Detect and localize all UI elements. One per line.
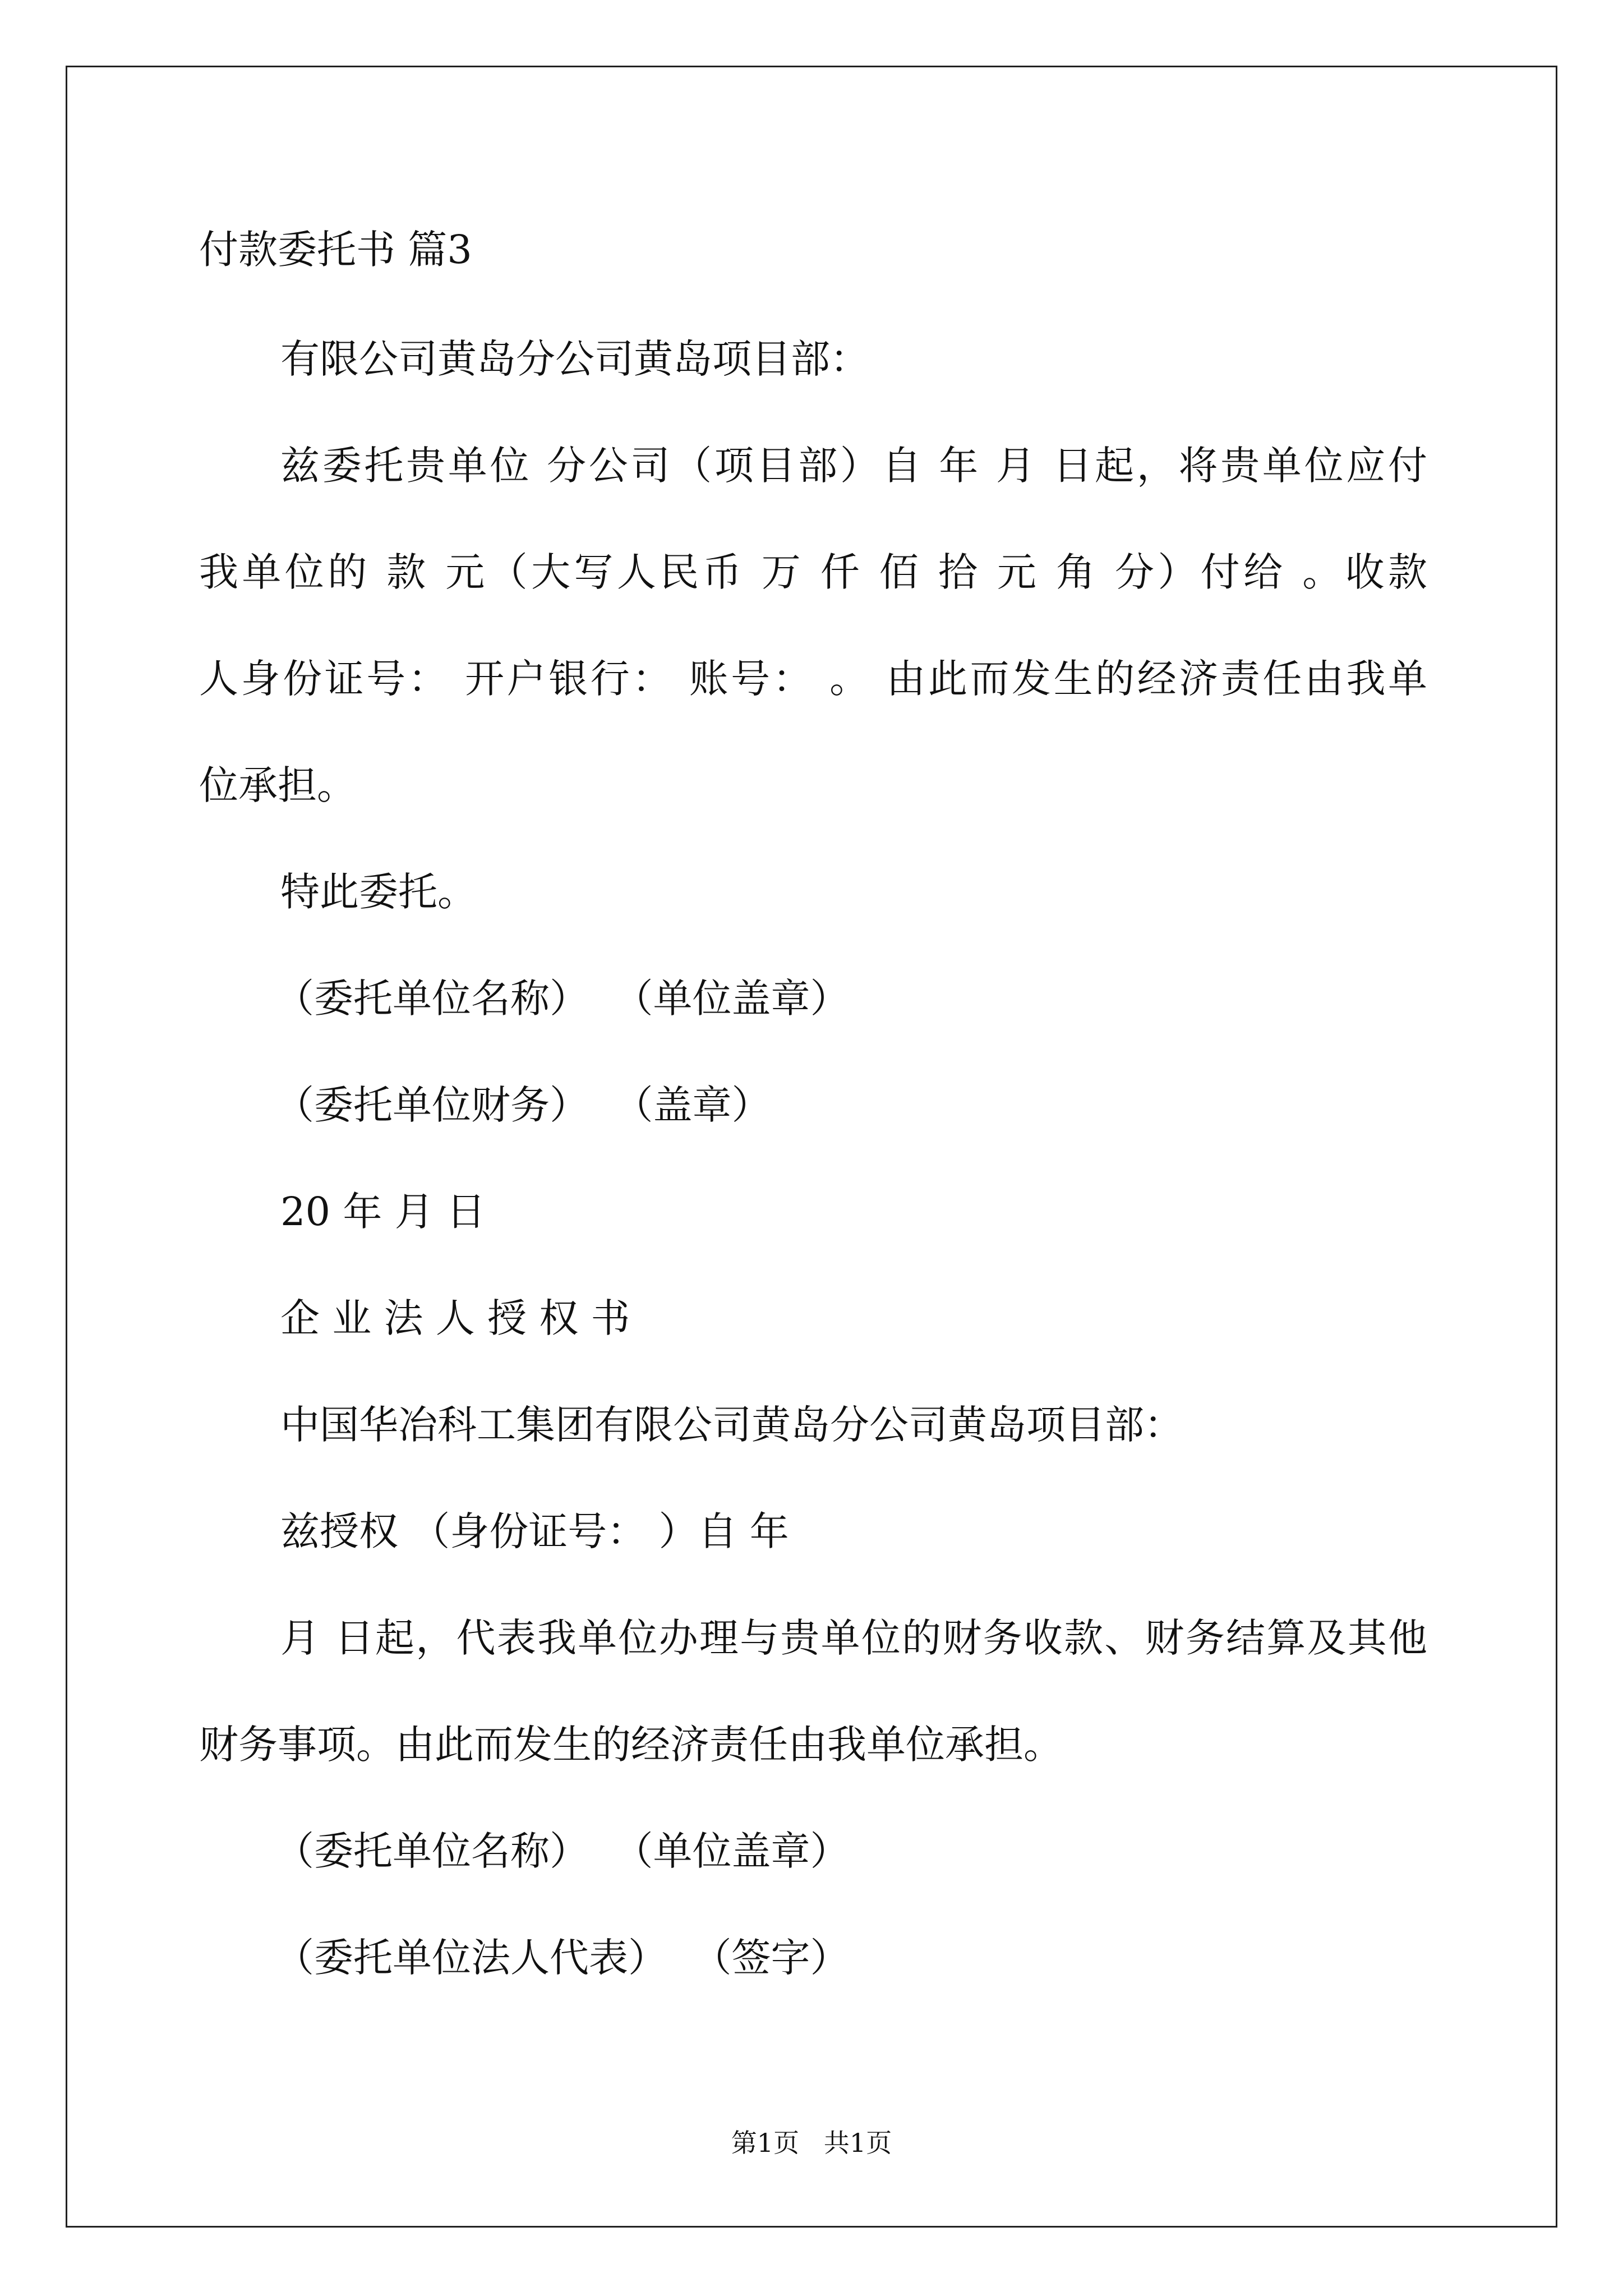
document-title: 付款委托书 篇3 (199, 227, 472, 273)
signature-line: （委托单位名称） （单位盖章） (275, 976, 850, 1022)
closing-line: 特此委托。 (280, 869, 477, 915)
date-line: 20 年 月 日 (280, 1189, 486, 1235)
addressee-line: 中国华冶科工集团有限公司黄岛分公司黄岛项目部： (280, 1402, 1183, 1448)
addressee-line: 有限公司黄岛分公司黄岛项目部： (280, 336, 869, 382)
body-paragraph-line: 兹委托贵单位 分公司（项目部）自 年 月 日起，将贵单位应付 (280, 443, 1427, 489)
signature-line: （委托单位财务） （盖章） (275, 1082, 771, 1128)
section-heading: 企 业 法 人 授 权 书 (280, 1295, 630, 1341)
body-paragraph-line: 兹授权 （身份证号： ）自 年 (280, 1508, 789, 1554)
signature-line: （委托单位法人代表） （签字） (275, 1935, 850, 1981)
body-paragraph-line: 我单位的 款 元（大写人民币 万 仟 佰 拾 元 角 分）付给 。收款 (199, 549, 1427, 595)
body-paragraph-line: 月 日起，代表我单位办理与贵单位的财务收款、财务结算及其他 (280, 1615, 1427, 1661)
body-paragraph-line: 财务事项。由此而发生的经济责任由我单位承担。 (199, 1722, 1063, 1768)
signature-line: （委托单位名称） （单位盖章） (275, 1828, 850, 1874)
body-paragraph-line: 人身份证号： 开户银行： 账号： 。 由此而发生的经济责任由我单 (199, 656, 1427, 702)
page-number-footer: 第1页 共1页 (731, 2128, 892, 2158)
body-paragraph-line: 位承担。 (199, 762, 356, 808)
page-border (66, 66, 1557, 2228)
